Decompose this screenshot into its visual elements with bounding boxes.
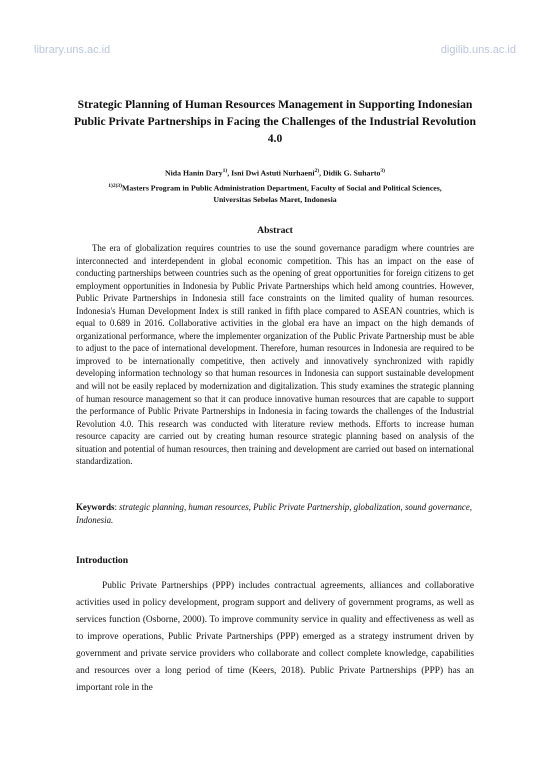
author-name: Nida Hanin Dary: [164, 168, 223, 178]
author-list: [60, 165, 490, 180]
author-separator: ,: [227, 168, 232, 178]
affiliation-mark: 1)2)3): [108, 182, 123, 189]
header-link-library[interactable]: library.uns.ac.id: [34, 44, 111, 56]
affiliation: [60, 180, 490, 195]
abstract-heading: Abstract: [257, 225, 293, 236]
keywords-separator: :: [114, 502, 120, 512]
author-name: Isni Dwi Astuti Nurhaeni: [231, 168, 315, 178]
keywords-list: strategic planning, human resources, Public Private Partnership, globalization, sound governance, Indonesia.: [76, 502, 472, 525]
header-link-digilib[interactable]: digilib.uns.ac.id: [440, 44, 516, 56]
introduction-text: Public Private Partnerships (PPP) includes contractual agreements, alliances and collaborative activities used in policy development, program support and delivery of government programs, as well as services function (Osborne, 2000). To improve community service in quality and effectiveness as well as to improve operations, Public Private Partnerships (PPP) emerged as a strategy instrument driven by government and private service providers who collaborate and collect complete knowledge, capabilities and resources over a long period of time (Keers, 2018). Public Private Partnerships (PPP) has an important role in the: [76, 581, 474, 694]
author-separator: ,: [319, 168, 323, 178]
page-header: [34, 44, 516, 56]
keywords: [76, 501, 474, 526]
author-name: Didik G. Suharto: [323, 168, 381, 178]
author-mark: 1): [222, 168, 228, 174]
author-block: [60, 165, 490, 206]
introduction-heading: Introduction: [76, 555, 129, 566]
affiliation-line-1: Masters Program in Public Administration Department, Faculty of Social and Political Sciences,: [122, 183, 442, 193]
author-mark: 3): [380, 168, 386, 174]
keywords-label: Keywords: [76, 502, 115, 512]
abstract-text: The era of globalization requires countries to use the sound governance paradigm where countries are interconnected and interdependent in global economic competition. This has an impact on the ease of conducting partnerships between countries such as the opening of great opportunities for foreign citizens to get employment opportunities in Indonesia by Public Private Partnerships which held among countries. However, Public Private Partnerships in Indonesia still face constraints on the limited quality of human resources. Indonesia's Human Development Index is still ranked in fifth place compared to ASEAN countries, which is equal to 0.689 in 2016. Collaborative activities in the global era have an impact on the high demands of organizational performance, where the implementer organization of the Public Private Partnership must be able to adjust to the pace of international development. Therefore, human resources in Indonesia are required to be improved to be internationally competitive, then actively and innovatively synchronized with rapidly developing information technology so that human resources in Indonesia can support sustainable development and will not be easily replaced by modernization and digitalization. This study examines the strategic planning of human resource management so that it can produce innovative human resources that are capable to support the performance of Public Private Partnerships in Indonesia in facing towards the challenges of the Industrial Revolution 4.0. This research was conducted with literature review methods. Efforts to increase human resource capacity are carried out by creating human resource strategic planning based on analysis of the situation and potential of human resources, then training and development are carried out based on international standardization.: [76, 243, 474, 467]
affiliation-line-2: Universitas Sebelas Maret, Indonesia: [213, 195, 337, 205]
author-mark: 2): [314, 168, 320, 174]
paper-title: Strategic Planning of Human Resources Management in Supporting Indonesian Public Private Partnerships in Facing the Challenges of the Industrial Revolution 4.0: [74, 98, 476, 145]
